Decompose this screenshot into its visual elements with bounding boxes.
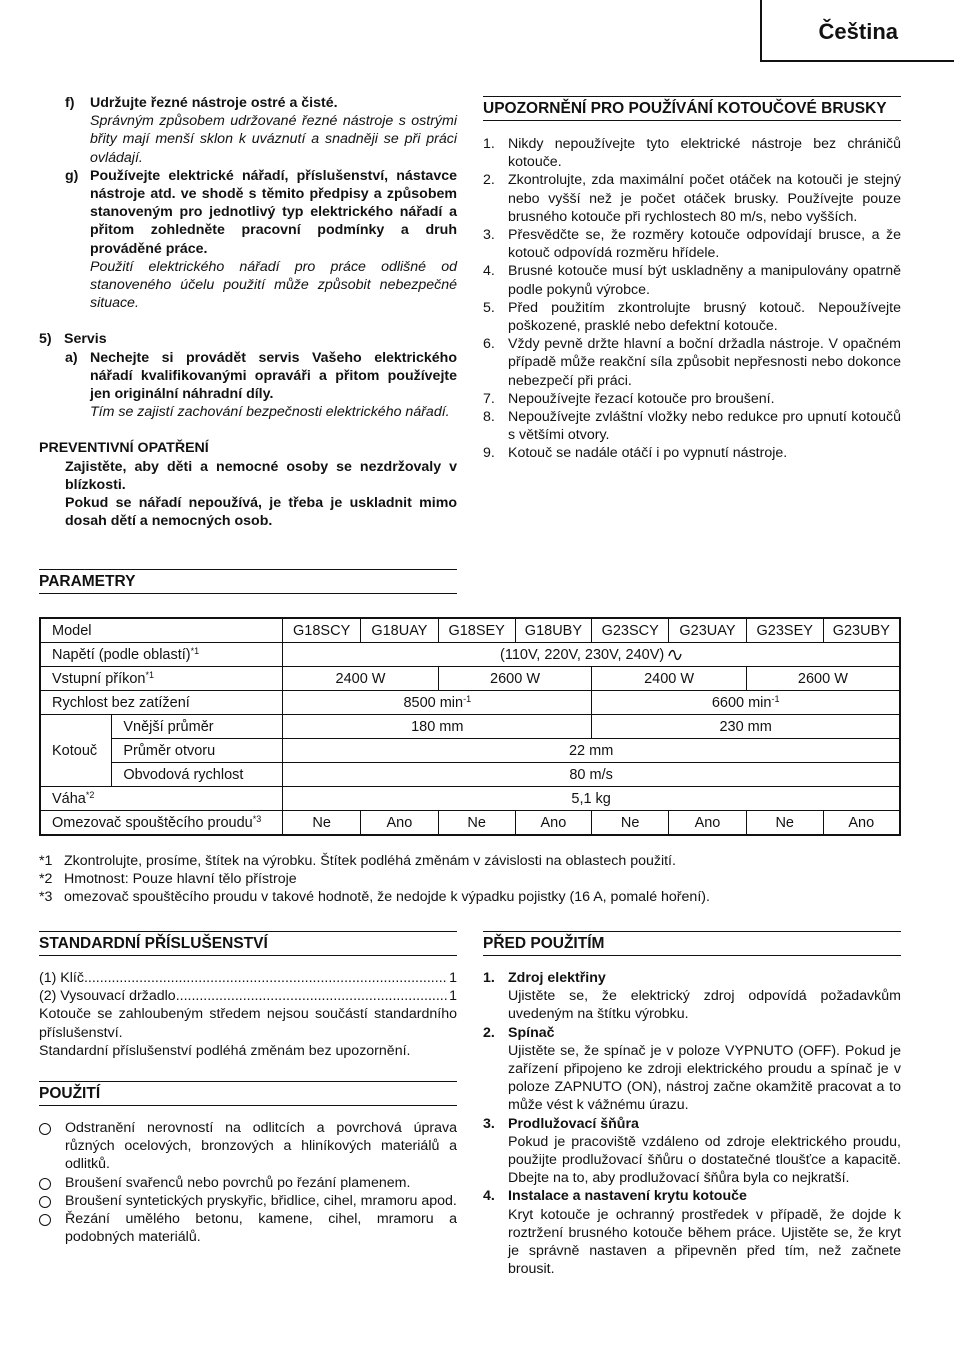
warning-item: 1. Nikdy nepoužívejte tyto elektrické nástroje bez chráničů kotouče. bbox=[483, 136, 901, 171]
model-label: Model bbox=[40, 618, 283, 643]
speed-value: 8500 $\min^{-1}$ bbox=[283, 691, 592, 715]
spec-footnotes bbox=[39, 852, 901, 907]
applications-list bbox=[39, 1119, 457, 1246]
weight-label: Váha$^{*2}$ bbox=[40, 787, 283, 811]
language-tab bbox=[760, 0, 954, 62]
before-use-item: 2. Spínač Ujistěte se, že spínač je v poloze VYPNUTO (OFF). Pokud je zařízení připojeno ke zdroji elektrického proudu a spínač je v poloze ZAPNUTO (ON), nástroj začne okamžitě pracovat a to může vést k vážnému úrazu. bbox=[483, 1024, 901, 1114]
parametry-title: PARAMETRY bbox=[39, 569, 457, 594]
model-cell: G18SCY bbox=[283, 618, 361, 643]
rule-servis-a: a) Nechejte si provádět servis Vašeho elektrického nářadí kvalifikovanými opraváři a přitom používejte jen originální náhradní díly. Tím se zajistí zachování bezpečnosti elektrického nářadí. bbox=[65, 349, 457, 421]
safety-rules-continued bbox=[39, 94, 457, 530]
application-item: Odstranění nerovností na odlitcích a povrchová úprava různých ocelových, bronzových a hliníkových materiálů a odlitků. bbox=[39, 1119, 457, 1174]
model-cell: G23SEY bbox=[746, 618, 823, 643]
limiter-label: Omezovač spouštěcího proudu$^{*3}$ bbox=[40, 811, 283, 836]
rule-f: f) Udržujte řezné nástroje ostré a čisté. Správným způsobem udržované řezné nástroje s ostrými břity mají menší sklon k uváznutí a snadněji se při práci ovládají. bbox=[65, 95, 457, 166]
voltage-label: Napětí (podle oblastí)$^{*1}$ bbox=[40, 643, 283, 667]
preventive-text-1: Zajistěte, aby děti a nemocné osoby se nezdržovaly v blízkosti. bbox=[65, 458, 457, 493]
limiter-value: Ano bbox=[361, 811, 439, 836]
limiter-value: Ano bbox=[669, 811, 747, 836]
outer-value: 230 mm bbox=[592, 715, 900, 739]
before-use-section bbox=[483, 931, 901, 1278]
spec-row-limiter bbox=[40, 811, 900, 836]
model-cell: G18UAY bbox=[361, 618, 439, 643]
accessory-item: (2) Vysouvací držadlo ..... 1 bbox=[39, 987, 457, 1005]
application-item: Řezání umělého betonu, kamene, cihel, mramoru a podobných materiálů. bbox=[39, 1210, 457, 1246]
standard-accessories-section bbox=[39, 931, 457, 1060]
circle-bullet-icon bbox=[39, 1214, 51, 1226]
model-cell: G18UBY bbox=[515, 618, 592, 643]
before-use-list bbox=[483, 969, 901, 1278]
preventive-heading: PREVENTIVNÍ OPATŘENÍ bbox=[39, 440, 209, 457]
input-value: 2600 W bbox=[746, 667, 900, 691]
spec-table bbox=[39, 617, 901, 836]
limiter-value: Ne bbox=[746, 811, 823, 836]
limiter-value: Ne bbox=[283, 811, 361, 836]
spec-row-weight bbox=[40, 787, 900, 811]
spec-row-hole bbox=[40, 739, 900, 763]
spec-row-speed bbox=[40, 691, 900, 715]
model-cell: G18SEY bbox=[438, 618, 515, 643]
weight-value: 5,1 kg bbox=[283, 787, 900, 811]
warning-item: 4. Brusné kotouče musí být uskladněny a manipulovány opatrně podle pokynů výrobce. bbox=[483, 263, 901, 298]
spec-row-model bbox=[40, 618, 900, 643]
warning-item: 2. Zkontrolujte, zda maximální počet otáček na kotouči je stejný nebo vyšší než je počet otáček brusky. Používejte pouze brusného kotouče při rychlostech 80 m/s, nebo vyšších. bbox=[483, 172, 901, 225]
warning-item: 8. Nepoužívejte zvláštní vložky nebo redukce pro upnutí kotoučů s většími otvory. bbox=[483, 409, 901, 444]
outer-value: 180 mm bbox=[283, 715, 592, 739]
model-cell: G23UAY bbox=[669, 618, 747, 643]
language-label: Čeština bbox=[818, 19, 898, 44]
before-use-item: 1. Zdroj elektřiny Ujistěte se, že elektrický zdroj odpovídá požadavkům uvedeným na štítku výrobku. bbox=[483, 970, 901, 1023]
footnote: *1 Zkontrolujte, prosíme, štítek na výrobku. Štítek podléhá změnám v závislosti na oblastech použití. bbox=[39, 853, 676, 869]
hole-label: Průměr otvoru bbox=[112, 739, 283, 763]
limiter-value: Ne bbox=[592, 811, 669, 836]
before-use-item: 4. Instalace a nastavení krytu kotouče Kryt kotouče je ochranný prostředek v případě, že dojde k roztržení brusného kotouče během práce. Ujistěte se, že kryt je správně nastaven a připevněn před tím, než začnete brousit. bbox=[483, 1188, 901, 1278]
circle-bullet-icon bbox=[39, 1196, 51, 1208]
input-value: 2600 W bbox=[438, 667, 592, 691]
warning-item: 6. Vždy pevně držte hlavní a boční držadla nástroje. V opačném případě může reakční síla způsobit nepřesnosti nebo dokonce nebezpečí při práci. bbox=[483, 336, 901, 389]
wheel-label: Kotouč bbox=[40, 715, 112, 787]
accessory-note: Standardní příslušenství podléhá změnám bez upozornění. bbox=[39, 1042, 411, 1059]
accessory-item: (1) Klíč ..... 1 bbox=[39, 969, 457, 987]
voltage-value: (110V, 220V, 230V, 240V) bbox=[283, 643, 900, 667]
limiter-value: Ano bbox=[515, 811, 592, 836]
speed-label: Rychlost bez zatížení bbox=[40, 691, 283, 715]
warning-item: 3. Přesvědčte se, že rozměry kotouče odpovídají brusce, a že kotouč odpovídá rozměru hřídele. bbox=[483, 227, 901, 262]
accessory-note: Kotouče se zahloubeným středem nejsou součástí standardního příslušenství. bbox=[39, 1006, 457, 1041]
footnote: *2 Hmotnost: Pouze hlavní tělo přístroje bbox=[39, 871, 297, 888]
before-use-title: PŘED POUŽITÍM bbox=[483, 931, 901, 956]
input-value: 2400 W bbox=[283, 667, 439, 691]
grinder-warnings-section bbox=[483, 96, 901, 463]
ac-symbol-icon bbox=[668, 649, 682, 661]
spec-row-outer bbox=[40, 715, 900, 739]
parametry-section bbox=[39, 569, 457, 594]
spec-row-input bbox=[40, 667, 900, 691]
outer-label: Vnější průměr bbox=[112, 715, 283, 739]
servis-heading: 5) Servis bbox=[39, 331, 107, 348]
input-value: 2400 W bbox=[592, 667, 747, 691]
periph-label: Obvodová rychlost bbox=[112, 763, 283, 787]
grinder-warnings-title: UPOZORNĚNÍ PRO POUŽÍVÁNÍ KOTOUČOVÉ BRUSKY bbox=[483, 96, 901, 121]
limiter-value: Ne bbox=[438, 811, 515, 836]
input-label: Vstupní příkon$^{*1}$ bbox=[40, 667, 283, 691]
warning-item: 9. Kotouč se nadále otáčí i po vypnutí nástroje. bbox=[483, 445, 788, 462]
warning-item: 7. Nepoužívejte řezací kotouče pro broušení. bbox=[483, 390, 775, 407]
preventive-text-2: Pokud se nářadí nepoužívá, je třeba je uskladnit mimo dosah dětí a nemocných osob. bbox=[65, 495, 457, 530]
hole-value: 22 mm bbox=[283, 739, 900, 763]
standard-accessories-title: STANDARDNÍ PŘÍSLUŠENSTVÍ bbox=[39, 931, 457, 956]
model-cell: G23UBY bbox=[823, 618, 900, 643]
spec-row-voltage bbox=[40, 643, 900, 667]
applications-title: POUŽITÍ bbox=[39, 1081, 457, 1106]
periph-value: 80 m/s bbox=[283, 763, 900, 787]
application-item: Broušení syntetických pryskyřic, břidlice, cihel, mramoru apod. bbox=[39, 1192, 457, 1210]
rule-g: g) Používejte elektrické nářadí, příslušenství, nástavce nástroje atd. ve shodě s těmito předpisy a způsobem stanoveným pro jednotlivý typ elektrického nářadí a přitom zohledněte pracovní podmínky a druh prováděné práce. Použití elektrického nářadí pro práce odlišné od stanoveného účelu použití může způsobit nebezpečné situace. bbox=[65, 167, 457, 312]
before-use-item: 3. Prodlužovací šňůra Pokud je pracoviště vzdáleno od zdroje elektrického proudu, použijte prodlužovací šňůru o dostatečné tloušťce a kapacitě. Dbejte na to, aby prodlužovací šňůra byla co nejkratší. bbox=[483, 1115, 901, 1187]
circle-bullet-icon bbox=[39, 1123, 51, 1135]
footnote: *3 omezovač spouštěcího proudu v takové hodnotě, že nedojde k výpadku pojistky (16 A, pomalé hoření). bbox=[39, 889, 710, 906]
grinder-warnings-list bbox=[483, 135, 901, 463]
application-item: Broušení svařenců nebo povrchů po řezání plamenem. bbox=[39, 1174, 457, 1192]
speed-value: 6600 $\min^{-1}$ bbox=[592, 691, 900, 715]
model-cell: G23SCY bbox=[592, 618, 669, 643]
spec-row-periph bbox=[40, 763, 900, 787]
warning-item: 5. Před použitím zkontrolujte brusný kotouč. Nepoužívejte poškozené, prasklé nebo defektní kotouče. bbox=[483, 299, 901, 335]
limiter-value: Ano bbox=[823, 811, 900, 836]
applications-section bbox=[39, 1081, 457, 1246]
circle-bullet-icon bbox=[39, 1178, 51, 1190]
